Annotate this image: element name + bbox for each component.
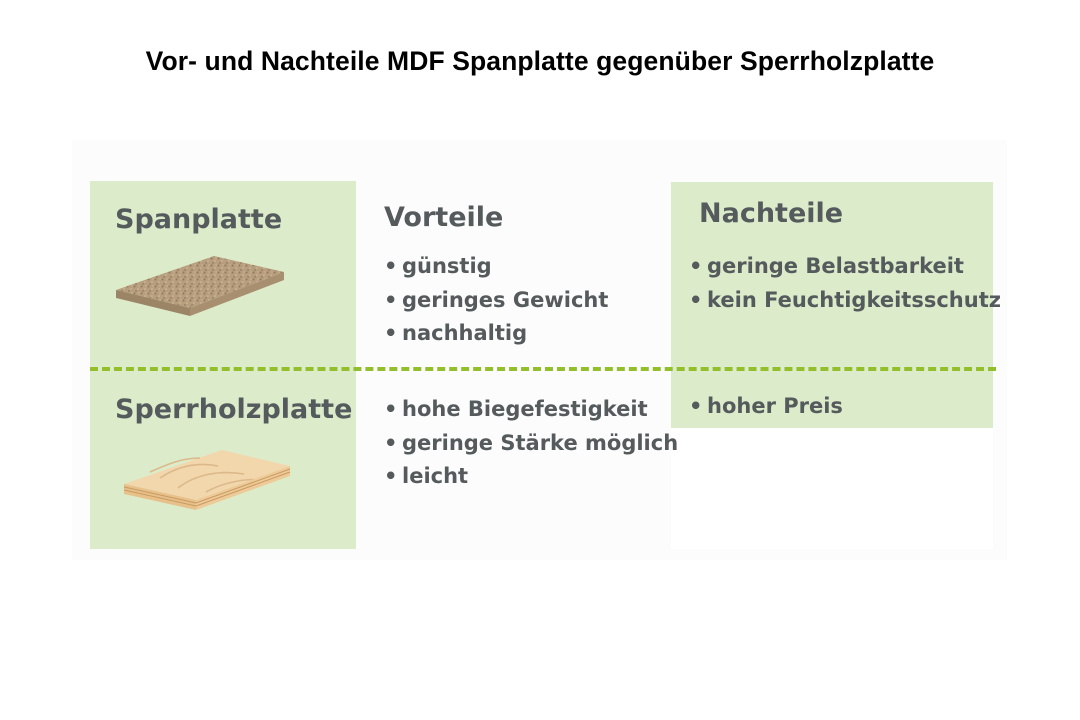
list-item-label: nachhaltig	[402, 321, 528, 345]
bullet: •	[384, 254, 398, 278]
list-item	[384, 427, 678, 461]
list-item	[689, 390, 843, 424]
list-item-label: geringes Gewicht	[402, 287, 609, 312]
material-label-spanplatte: Spanplatte	[115, 204, 283, 235]
slide-title: Vor- und Nachteile MDF Spanplatte gegenüber Sperrholzplatte	[145, 46, 935, 76]
list-item	[384, 317, 608, 351]
bullet: •	[384, 287, 398, 312]
list-item-label: hohe Biegefestigkeit	[402, 397, 648, 421]
bullet: •	[384, 464, 398, 488]
pros-header: Vorteile	[384, 202, 504, 233]
cons-list-spanplatte	[689, 250, 1001, 317]
bullet: •	[689, 254, 703, 278]
cons-header: Nachteile	[699, 198, 844, 229]
pros-list-sperrholzplatte	[384, 393, 678, 494]
list-item-label: leicht	[402, 464, 469, 488]
list-item-label: kein Feuchtigkeitsschutz	[707, 287, 1001, 312]
list-item	[384, 284, 608, 318]
list-item-label: hoher Preis	[707, 394, 843, 418]
list-item-label: günstig	[402, 254, 492, 278]
bullet: •	[384, 321, 398, 345]
list-item	[689, 284, 1001, 318]
row-divider	[90, 367, 996, 371]
chipboard-board-icon	[112, 250, 290, 322]
cons-empty-area	[671, 428, 993, 549]
list-item	[384, 250, 608, 284]
list-item	[384, 460, 678, 494]
bullet: •	[384, 397, 398, 421]
cons-list-sperrholzplatte	[689, 390, 843, 424]
material-label-sperrholzplatte: Sperrholzplatte	[115, 394, 353, 425]
plywood-board-icon	[120, 444, 298, 516]
pros-list-spanplatte	[384, 250, 608, 351]
bullet: •	[384, 430, 398, 455]
bullet: •	[689, 287, 703, 312]
list-item	[689, 250, 1001, 284]
list-item-label: geringe Belastbarkeit	[707, 254, 964, 278]
list-item	[384, 393, 678, 427]
list-item-label: geringe Stärke möglich	[402, 430, 679, 455]
bullet: •	[689, 394, 703, 418]
